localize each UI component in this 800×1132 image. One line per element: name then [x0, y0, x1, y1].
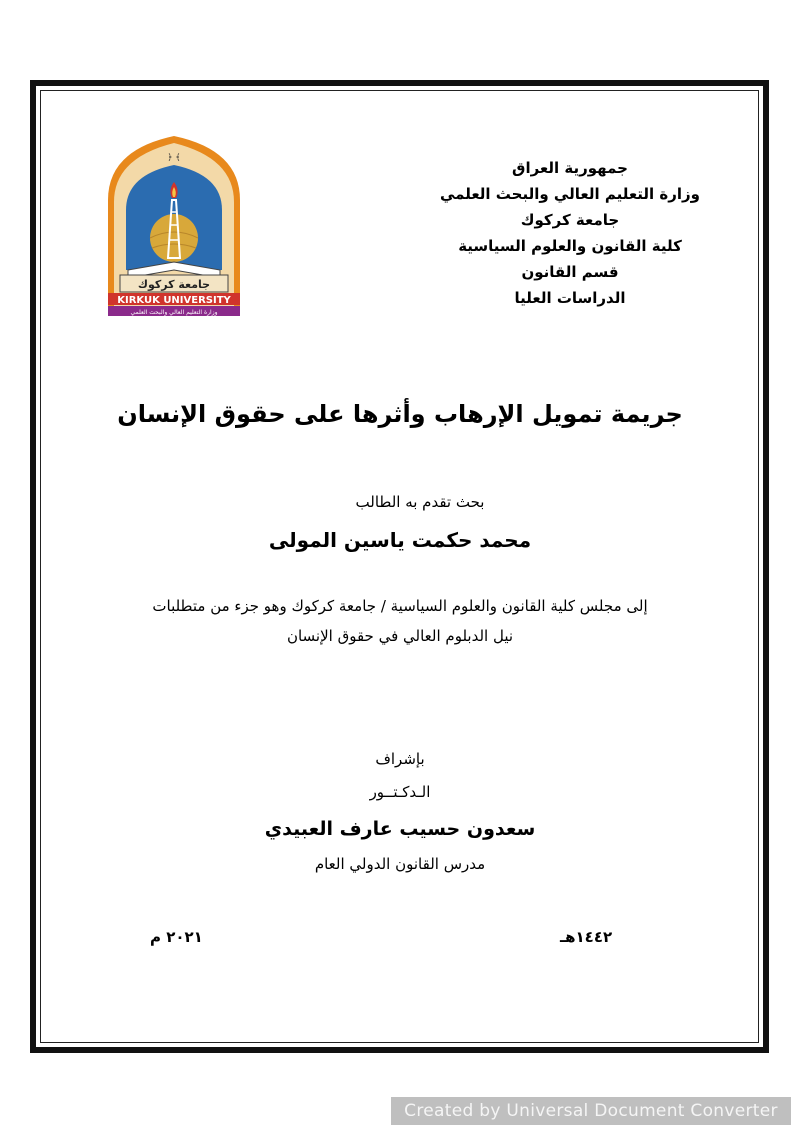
doctor-label: الـدكـتــور [369, 783, 431, 801]
header-republic: جمهورية العراق [512, 159, 628, 177]
thesis-title: جريمة تمويل الإرهاب وأثرها على حقوق الإنسان [117, 400, 683, 428]
header-college: كلية القانون والعلوم السياسية [458, 237, 682, 255]
date-gregorian: ٢٠٢١ م [150, 928, 203, 946]
header-postgraduate: الدراسات العليا [514, 289, 626, 307]
presented-by-label [0, 493, 800, 511]
svg-text:﴿ ﴾: ﴿ ﴾ [167, 153, 181, 163]
header-ministry: وزارة التعليم العالي والبحث العلمي [439, 185, 701, 203]
purpose-line-1: إلى مجلس كلية القانون والعلوم السياسية / جامعة كركوك وهو جزء من متطلبات [152, 597, 648, 615]
supervisor-rank: مدرس القانون الدولي العام [314, 855, 486, 873]
purpose-line-2: نيل الدبلوم العالي في حقوق الإنسان [286, 627, 514, 645]
kirkuk-university-logo [100, 130, 248, 320]
logo-ministry: وزارة التعليم العالي والبحث العلمي [130, 309, 218, 316]
header-department: قسم القانون [521, 263, 619, 281]
logo-name-en: KIRKUK UNIVERSITY [117, 295, 231, 306]
presented-by-text: بحث تقدم به الطالب [355, 493, 485, 511]
logo-name-ar: جامعة كركوك [137, 278, 211, 291]
student-name: محمد حكمت ياسين المولى [268, 528, 532, 552]
supervisor-name: سعدون حسيب عارف العبيدي [264, 818, 536, 840]
institution-header [420, 155, 720, 311]
converter-watermark: Created by Universal Document Converter [391, 1097, 791, 1125]
supervision-label: بإشراف [375, 750, 425, 768]
date-hijri: ١٤٤٢هـ [560, 928, 613, 946]
header-university: جامعة كركوك [520, 211, 620, 229]
